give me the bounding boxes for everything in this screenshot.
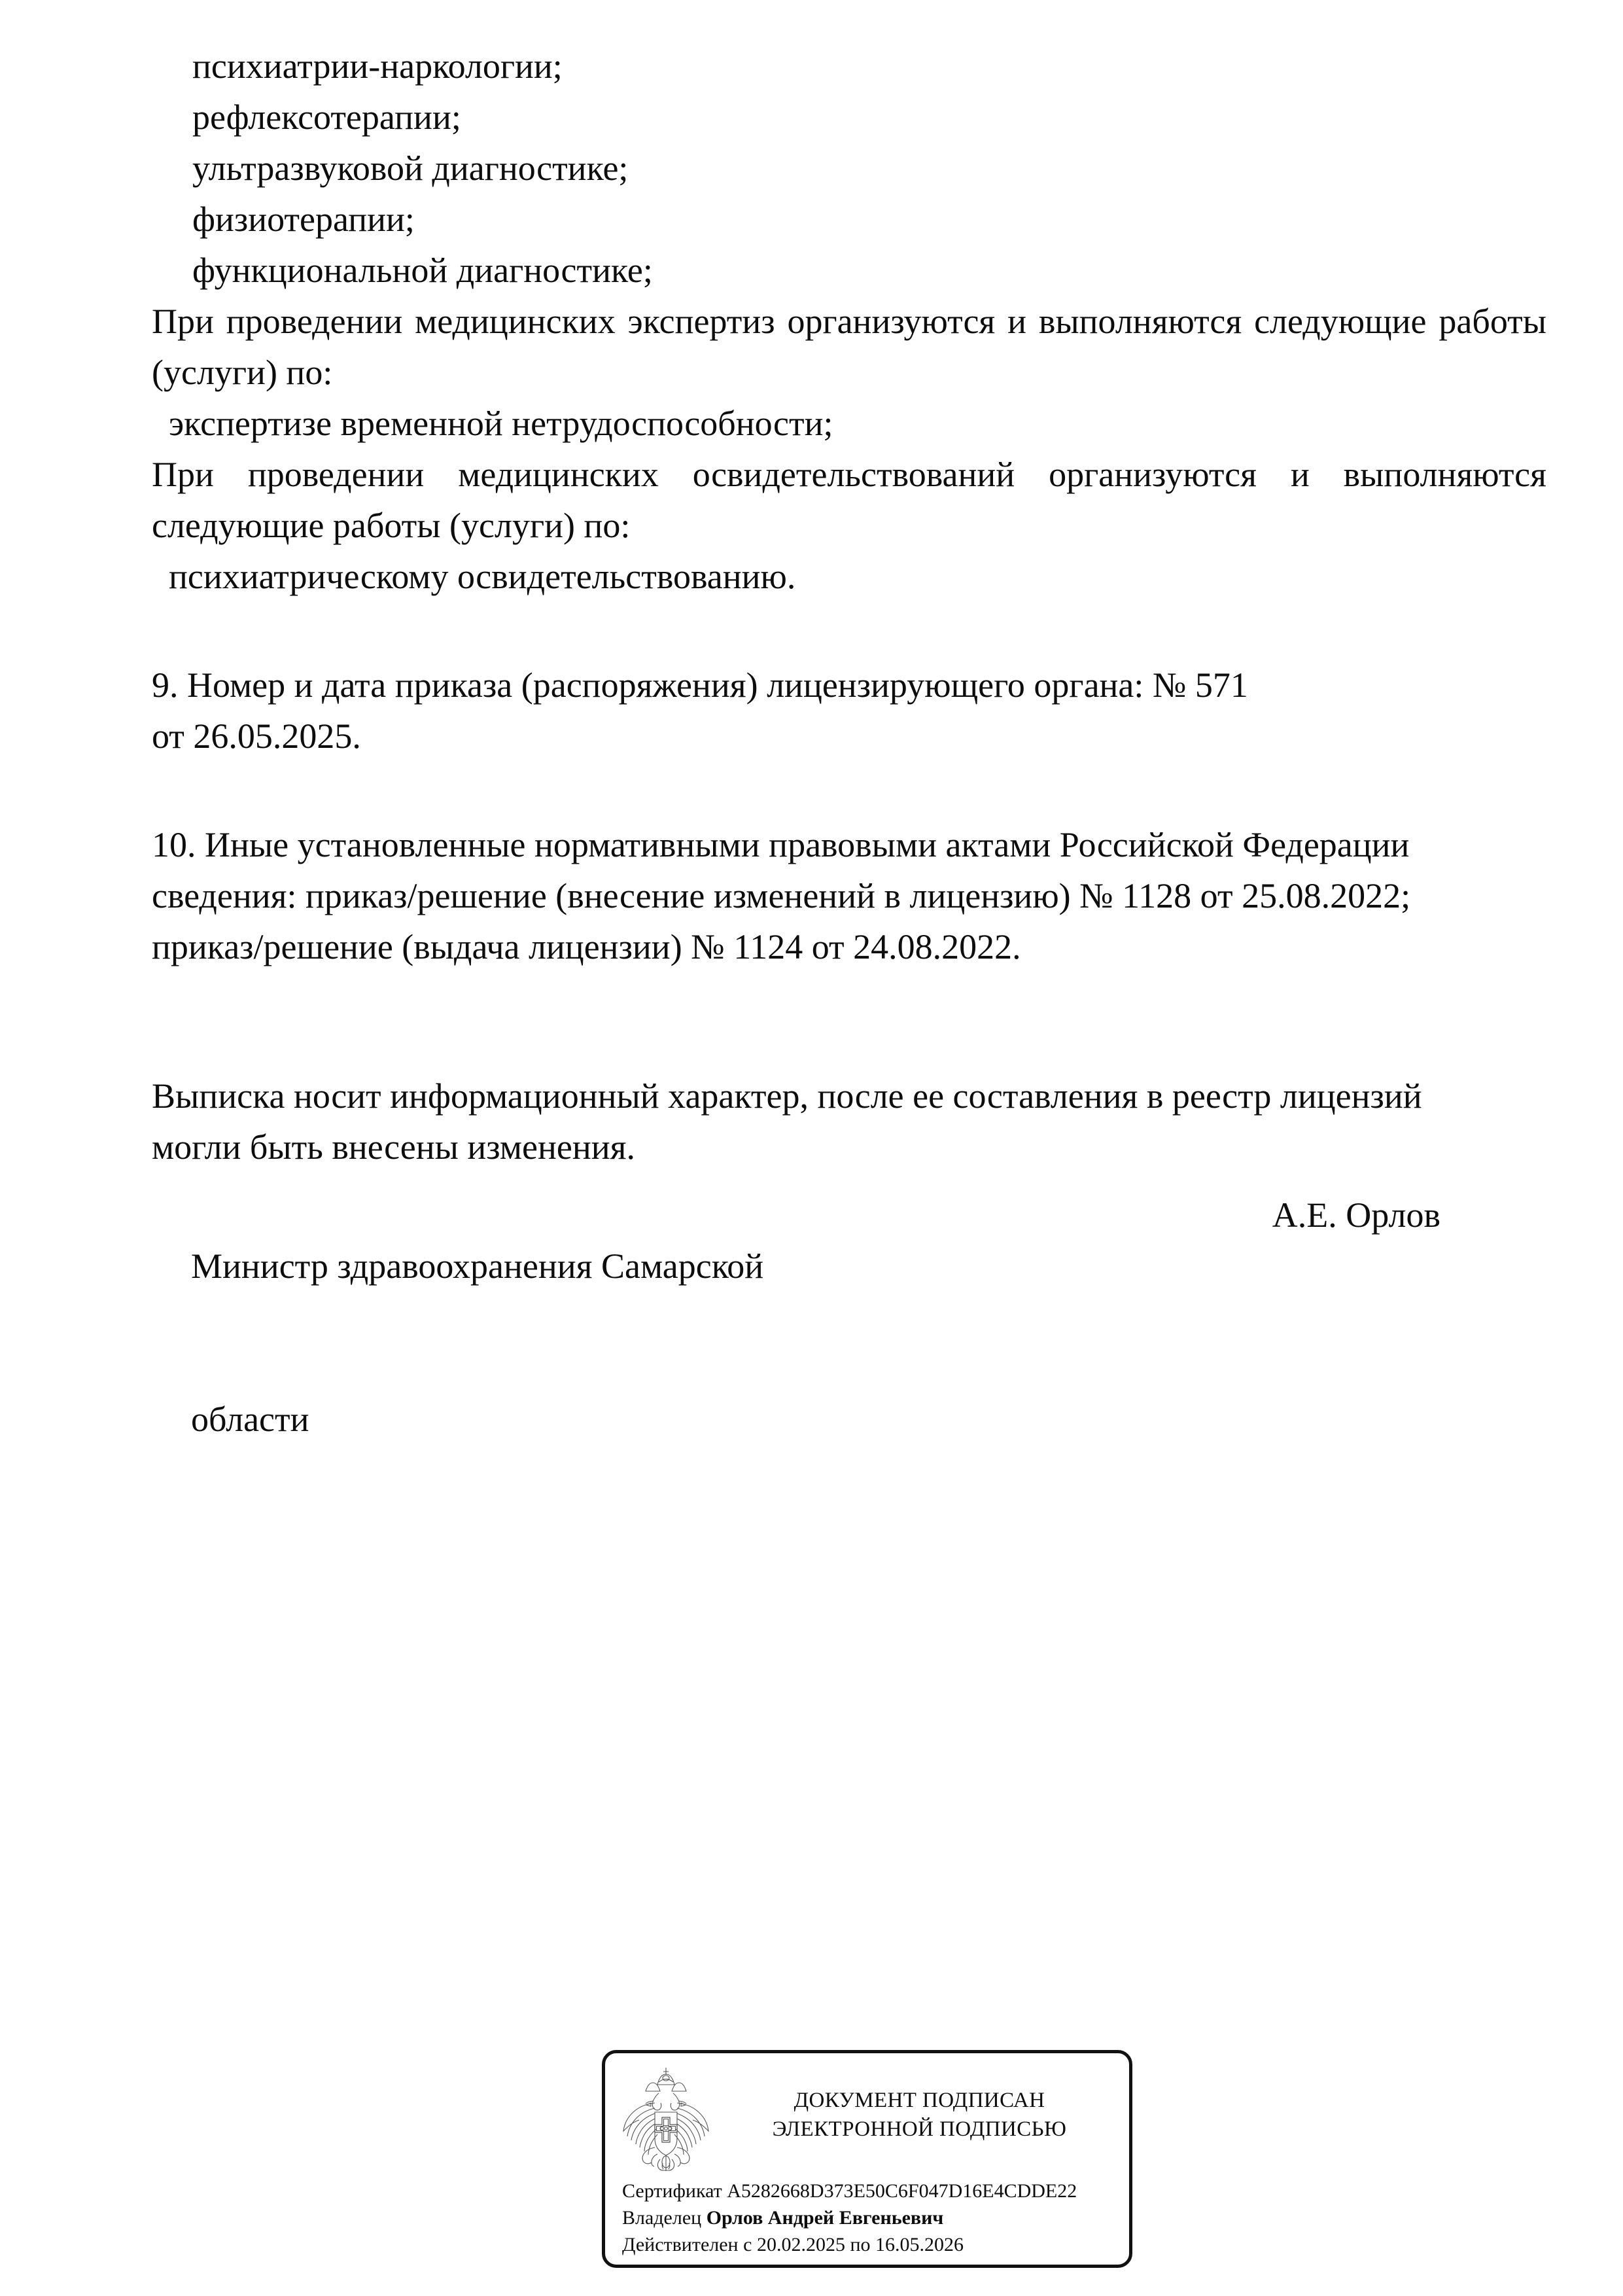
clause-10-line-3: приказ/решение (выдача лицензии) № 1124 от 24.08.2022.	[152, 927, 1021, 966]
stamp-valid-to: 16.05.2026	[875, 2234, 964, 2255]
list-item: психиатрическому освидетельствованию.	[169, 557, 796, 596]
clause-9	[152, 660, 1546, 762]
stamp-heading-line-1: ДОКУМЕНТ ПОДПИСАН	[794, 2089, 1045, 2112]
russian-double-headed-eagle-emblem	[617, 2064, 715, 2176]
document-body	[152, 41, 1546, 1173]
clause-9-line-1: 9. Номер и дата приказа (распоряжения) лицензирующего органа: № 571	[152, 665, 1248, 705]
list-item: физиотерапии;	[192, 200, 415, 239]
signature-name: А.Е. Орлов	[1272, 1195, 1440, 1235]
expertise-paragraph: При проведении медицинских экспертиз организуются и выполняются следующие работы (услуги) по:	[152, 302, 1546, 392]
electronic-signature-stamp	[602, 2050, 1132, 2268]
stamp-valid-label: Действителен с	[622, 2234, 757, 2255]
stamp-valid-from: 20.02.2025	[756, 2234, 845, 2255]
examination-items	[152, 551, 1546, 602]
stamp-certificate-row	[622, 2178, 1129, 2204]
stamp-certificate-value: A5282668D373E50C6F047D16E4CDDE22	[727, 2180, 1077, 2202]
examination-paragraph: При проведении медицинских освидетельствований организуются и выполняются следующие работы (услуги) по:	[152, 455, 1546, 545]
signature-title-line-2: области	[191, 1400, 309, 1439]
clause-10-line-1: 10. Иные установленные нормативными правовыми актами Российской Федерации	[152, 825, 1410, 864]
stamp-details	[605, 2176, 1129, 2258]
clause-10-line-2: сведения: приказ/решение (внесение изменений в лицензию) № 1128 от 25.08.2022;	[152, 876, 1411, 915]
services-list	[152, 41, 1546, 296]
list-item: рефлексотерапии;	[192, 97, 461, 137]
stamp-owner-value: Орлов Андрей Евгеньевич	[706, 2207, 944, 2229]
stamp-owner-row	[622, 2204, 1129, 2231]
stamp-certificate-label: Сертификат	[622, 2180, 727, 2202]
stamp-header	[605, 2053, 1129, 2176]
spacer	[152, 762, 1546, 819]
list-item: экспертизе временной нетрудоспособности;	[169, 404, 833, 443]
stamp-heading	[715, 2064, 1129, 2144]
spacer	[152, 602, 1546, 660]
list-item: функциональной диагностике;	[192, 251, 653, 290]
spacer	[152, 972, 1546, 1070]
disclaimer-line-1: Выписка носит информационный характер, после ее составления в реестр лицензий	[152, 1076, 1422, 1116]
stamp-validity-row	[622, 2231, 1129, 2258]
stamp-valid-mid: по	[845, 2234, 875, 2255]
expertise-items	[152, 398, 1546, 449]
signature-title	[191, 1139, 763, 1547]
clause-9-line-2: от 26.05.2025.	[152, 716, 361, 756]
stamp-heading-line-2: ЭЛЕКТРОННОЙ ПОДПИСЬЮ	[772, 2117, 1067, 2141]
list-item: ультразвуковой диагностике;	[192, 149, 629, 188]
clause-10	[152, 819, 1546, 972]
stamp-owner-label: Владелец	[622, 2207, 707, 2229]
list-item: психиатрии-наркологии;	[192, 46, 563, 86]
signature-title-line-1: Министр здравоохранения Самарской	[191, 1246, 764, 1286]
disclaimer-line-2: могли быть внесены изменения.	[152, 1127, 635, 1167]
